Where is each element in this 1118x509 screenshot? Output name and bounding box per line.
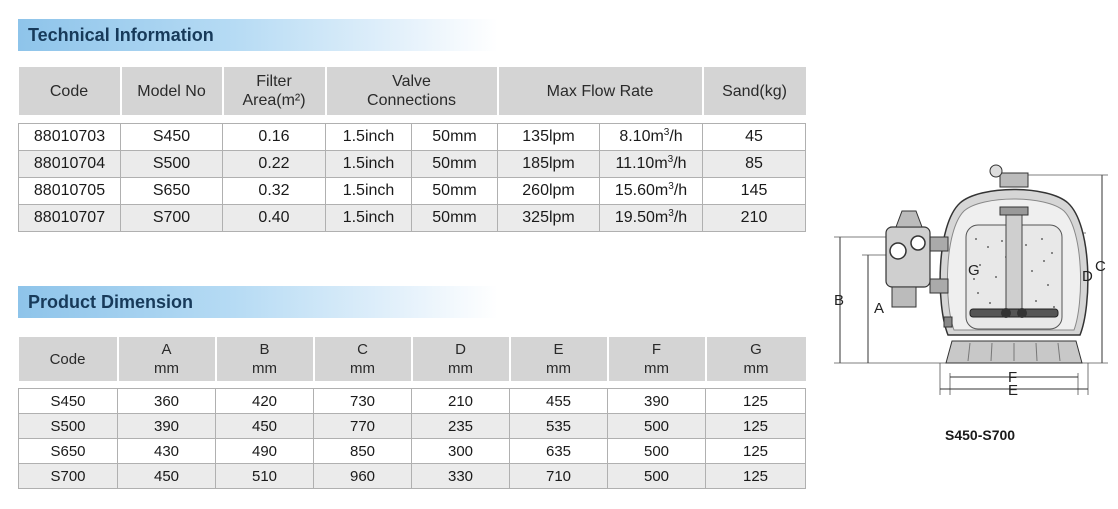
cell-d: 210 — [412, 389, 510, 414]
pressure-gauge-icon — [1000, 173, 1028, 187]
cell-e: 535 — [510, 414, 608, 439]
header-f: F mm — [608, 337, 706, 381]
label-c: C — [1095, 258, 1106, 275]
cell-code: S500 — [19, 414, 118, 439]
cell-valve-mm: 50mm — [412, 205, 498, 232]
cell-flow-m3h: $19.50m^3/h$ — [600, 205, 703, 232]
cell-area: 0.32 — [223, 178, 326, 205]
cell-b: 420 — [216, 389, 314, 414]
cell-flow-lpm: 185lpm — [498, 151, 600, 178]
cell-code: 88010704 — [19, 151, 121, 178]
cell-sand: 145 — [703, 178, 806, 205]
header-filter-line2: Area(m²) — [242, 92, 306, 109]
label-e: E — [1008, 382, 1019, 399]
cell-model: S650 — [121, 178, 223, 205]
header-e: E mm — [510, 337, 608, 381]
technical-header-row — [19, 67, 806, 115]
cell-a: 450 — [118, 464, 216, 489]
header-filter-area — [223, 67, 326, 115]
sand-filter-diagram — [830, 155, 1118, 405]
header-a: A mm — [118, 337, 216, 381]
center-pipe — [1006, 211, 1022, 315]
cell-e: 455 — [510, 389, 608, 414]
cell-code: S450 — [19, 389, 118, 414]
header-valve-line1: Valve — [392, 73, 431, 90]
cell-d: 330 — [412, 464, 510, 489]
cell-valve-inch: 1.5inch — [326, 178, 412, 205]
label-a: A — [874, 300, 885, 317]
table-row — [19, 439, 806, 464]
table-row — [19, 205, 806, 232]
table-row — [19, 151, 806, 178]
cell-code: 88010707 — [19, 205, 121, 232]
header-valve-connections — [326, 67, 498, 115]
cell-flow-lpm: 135lpm — [498, 124, 600, 151]
header-c: C mm — [314, 337, 412, 381]
cell-b: 450 — [216, 414, 314, 439]
cell-f: 500 — [608, 464, 706, 489]
cell-valve-mm: 50mm — [412, 178, 498, 205]
cell-area: 0.16 — [223, 124, 326, 151]
cell-f: 500 — [608, 414, 706, 439]
header-sand: Sand(kg) — [703, 67, 806, 115]
header-model-no: Model No — [121, 67, 223, 115]
cell-flow-m3h: $11.10m^3/h$ — [600, 151, 703, 178]
header-filter-line1: Filter — [256, 73, 292, 90]
header-valve-line2: Connections — [367, 92, 456, 109]
cell-valve-inch: 1.5inch — [326, 151, 412, 178]
table-row — [19, 464, 806, 489]
cell-valve-inch: 1.5inch — [326, 124, 412, 151]
table-row — [19, 414, 806, 439]
cell-f: 390 — [608, 389, 706, 414]
cell-c: 770 — [314, 414, 412, 439]
cell-f: 500 — [608, 439, 706, 464]
cell-valve-mm: 50mm — [412, 124, 498, 151]
header-d: D mm — [412, 337, 510, 381]
technical-information-table — [18, 67, 806, 232]
label-f: F — [1008, 369, 1018, 386]
table-row — [19, 389, 806, 414]
cell-a: 360 — [118, 389, 216, 414]
header-g: G mm — [706, 337, 806, 381]
cell-d: 235 — [412, 414, 510, 439]
cell-model: S450 — [121, 124, 223, 151]
cell-area: 0.40 — [223, 205, 326, 232]
cell-sand: 45 — [703, 124, 806, 151]
cell-code: S700 — [19, 464, 118, 489]
valve-handle-icon — [896, 211, 922, 227]
technical-information-title: Technical Information — [18, 19, 498, 51]
cell-d: 300 — [412, 439, 510, 464]
cell-code: 88010703 — [19, 124, 121, 151]
cell-area: 0.22 — [223, 151, 326, 178]
cell-flow-m3h: $8.10m^3/h$ — [600, 124, 703, 151]
cell-b: 490 — [216, 439, 314, 464]
cell-c: 850 — [314, 439, 412, 464]
label-d: D — [1082, 268, 1093, 285]
product-dimension-table — [18, 337, 806, 489]
cell-sand: 210 — [703, 205, 806, 232]
cell-c: 730 — [314, 389, 412, 414]
table-row — [19, 178, 806, 205]
header-code: Code — [19, 67, 121, 115]
header-b: B mm — [216, 337, 314, 381]
cell-g: 125 — [706, 439, 806, 464]
cell-code: S650 — [19, 439, 118, 464]
table-row — [19, 124, 806, 151]
cell-flow-m3h: $15.60m^3/h$ — [600, 178, 703, 205]
cell-a: 390 — [118, 414, 216, 439]
header-max-flow-rate: Max Flow Rate — [498, 67, 703, 115]
diagram-caption: S450-S700 — [945, 427, 1016, 443]
header-code: Code — [19, 337, 118, 381]
cell-a: 430 — [118, 439, 216, 464]
dimension-header-row — [19, 337, 806, 381]
cell-flow-lpm: 260lpm — [498, 178, 600, 205]
label-g: G — [968, 262, 980, 279]
cell-code: 88010705 — [19, 178, 121, 205]
laterals — [970, 309, 1058, 317]
cell-valve-inch: 1.5inch — [326, 205, 412, 232]
cell-e: 635 — [510, 439, 608, 464]
cell-g: 125 — [706, 389, 806, 414]
cell-g: 125 — [706, 414, 806, 439]
cell-g: 125 — [706, 464, 806, 489]
label-b: B — [834, 292, 845, 309]
cell-e: 710 — [510, 464, 608, 489]
cell-b: 510 — [216, 464, 314, 489]
cell-c: 960 — [314, 464, 412, 489]
cell-model: S500 — [121, 151, 223, 178]
cell-valve-mm: 50mm — [412, 151, 498, 178]
cell-flow-lpm: 325lpm — [498, 205, 600, 232]
cell-model: S700 — [121, 205, 223, 232]
cell-sand: 85 — [703, 151, 806, 178]
product-dimension-title: Product Dimension — [18, 286, 498, 318]
